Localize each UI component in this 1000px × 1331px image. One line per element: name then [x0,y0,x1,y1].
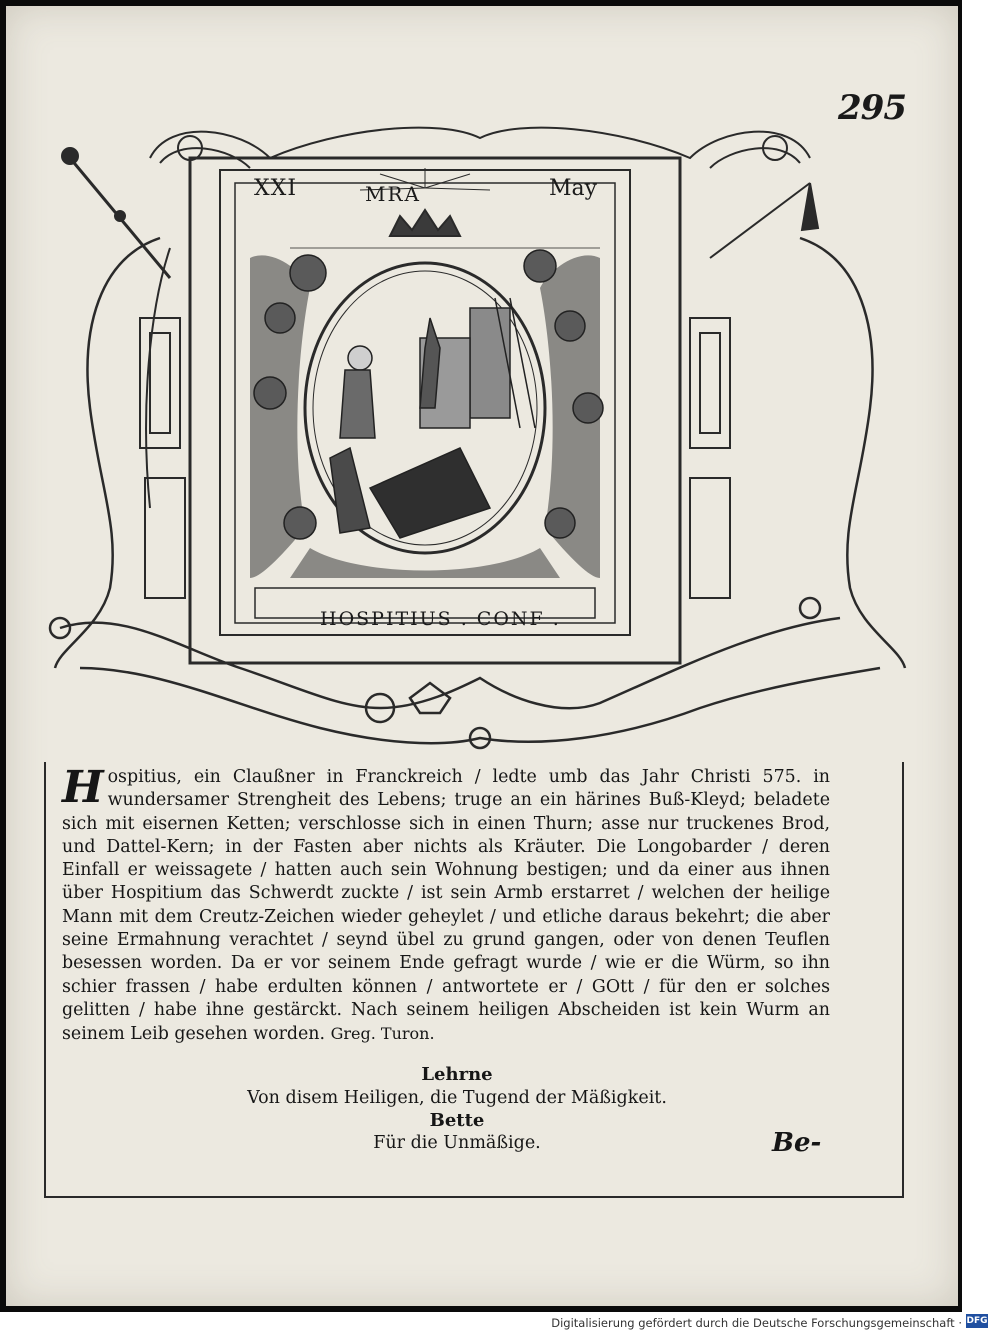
digitization-credit: Digitalisierung gefördert durch die Deutsche Forschungsgemeinschaft · [551,1316,962,1330]
lesson-heading: Lehrne [421,1064,493,1085]
biography-text: ospitius, ein Claußner in Franckreich / ledte umb das Jahr Christi 575. in wundersamer Strengheit des Lebens; truge an ein härines Buß-Kleyd; beladete sich mit eisernen Ketten; verschlosse sich in einen Thurn; asse nur truckenes Brod, und Dattel-Kern; in der Fasten aber nichts als Kräuter. Die Longobarder / deren Einfall er weissagete / hatten auch sein Wohnung bestigen; und da einer aus ihnen über Hospitium das Schwerdt zuckte / ist sein Armb erstarret / welchen der heilige Mann mit dem Creutz-Zeichen wieder geheylet / und etliche daraus bekehrt; die aber seine Ermahnung verachtet / seynd übel zu grund gangen, oder von denen Teuflen besessen worden. Da er vor seinem Ende gefragt wurde / wie er die Würm, so ihn schier frassen / habe erdulten können / antwortete er / GOtt / für den er solches gelitten / habe ihne gestärckt. Nach seinem heiligen Abscheiden ist kein Wurm an seinem Leib gesehen worden. [62,767,830,1045]
plate-month: May [549,176,598,201]
lesson-text: Von disem Heiligen, die Tugend der Mäßigkeit. [247,1088,667,1108]
engraving-illustration [40,108,920,768]
plate-monogram: MRA [365,182,421,206]
plate-caption: HOSPITIUS . CONF . [320,608,561,630]
page-number: 295 [838,88,906,128]
source-citation: Greg. Turon. [330,1024,435,1044]
plate-date: XXI [254,176,298,201]
saint-biography-paragraph [62,762,830,1047]
drop-cap-initial: H [62,762,104,813]
prayer-heading: Bette [429,1110,485,1131]
catchword: Be- [772,1128,822,1158]
dfg-logo-icon: DFG [966,1316,988,1326]
prayer-text: Für die Unmäßige. [373,1133,541,1153]
